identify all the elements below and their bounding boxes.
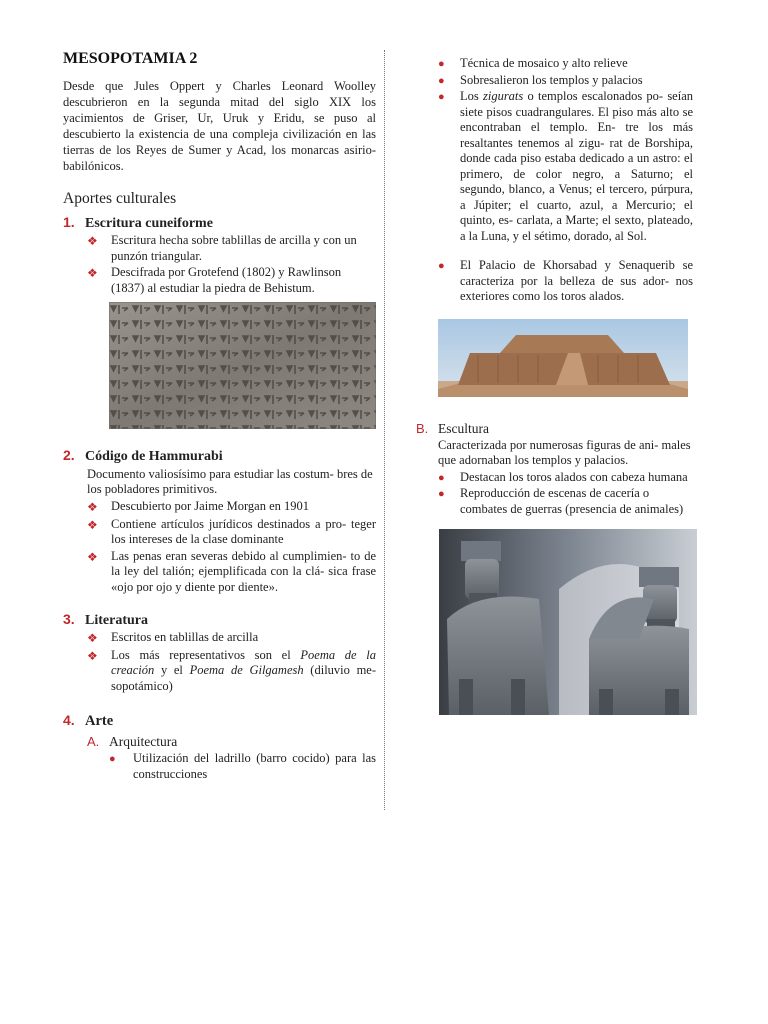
column-divider: [384, 50, 385, 810]
left-column: [63, 50, 376, 783]
section-title: Escritura cuneiforme: [85, 216, 213, 231]
arquitectura-heading: [87, 734, 376, 750]
diamond-bullet-icon: ❖: [87, 234, 98, 248]
intro-paragraph: Desde que Jules Oppert y Charles Leonard Woolley descubrieron en la segunda mitad del siglo XIX los yacimientos de Griser, Ur, Uruk y Eridu, se puso al descubierto la existencia de una compleja civilización en las tierras de los Reyes de Sumer y Acad, los monarcas asirio-babilónicos.: [63, 79, 376, 173]
winged-bulls-image: [439, 529, 697, 715]
arquitectura-list-left: [109, 751, 376, 782]
red-dot-icon: ●: [438, 58, 445, 70]
section-number: 2.: [63, 447, 75, 463]
ziggurat-image: [438, 319, 688, 397]
list-item: ❖ Descubierto por Jaime Morgan en 1901: [87, 499, 309, 514]
escultura-block: [416, 420, 693, 518]
list-item: ❖ Descifrada por Grotefend (1802) y Rawlinson (1837) al estudiar la piedra de Behistum.: [87, 265, 342, 295]
section-title: Código de Hammurabi: [85, 449, 223, 464]
list-item: ❖ Las penas eran severas debido al cumplimien- to de la ley del talión; ejemplificada con la clá- sica frase «ojo por ojo y diente por diente».: [87, 548, 376, 594]
subsection-letter: B.: [416, 420, 429, 436]
section-escritura-heading: [63, 214, 376, 232]
section-title: Arte: [85, 713, 114, 729]
diamond-bullet-icon: ❖: [87, 517, 98, 532]
red-dot-icon: ●: [438, 471, 445, 484]
diamond-bullet-icon: ❖: [87, 631, 98, 645]
arquitectura-list-right: [438, 56, 693, 305]
red-dot-icon: ●: [109, 753, 116, 765]
red-dot-icon: ●: [438, 74, 445, 87]
diamond-bullet-icon: ❖: [87, 549, 98, 564]
page-title: MESOPOTAMIA 2: [63, 50, 198, 67]
literatura-list: [87, 630, 376, 694]
diamond-bullet-icon: ❖: [87, 648, 98, 663]
list-item: ● Sobresalieron los templos y palacios: [438, 73, 693, 90]
subsection-title: Escultura: [438, 420, 489, 436]
cuneiform-tablet-image: [109, 302, 376, 429]
diamond-bullet-icon: ❖: [87, 266, 98, 280]
list-item: ● Los zigurats o templos escalonados po- seían siete pisos cuadrangulares. El piso más alto se encontraban el templo. En- tre los más resaltantes tenemos al zigu- rat de Borshipa, donde cada piso estaba dedicado a un astro: el primero, de color negro, a Saturno; el segundo, blanco, a Venus; el tercero, púrpura, a Júpiter; el cuarto, azul, a Mercurio; el quinto, es- carlata, a Marte; el sexto, plateado, a la Luna, y el sétimo, dorado, al Sol.: [438, 89, 693, 243]
red-dot-icon: ●: [438, 91, 445, 103]
list-item: ● Reproducción de escenas de cacería o combates de guerras (presencia de animales): [438, 486, 684, 516]
aportes-heading: Aportes culturales: [63, 190, 177, 207]
section-number: 1.: [63, 214, 75, 230]
diamond-bullet-icon: ❖: [87, 500, 98, 514]
section-title: Literatura: [85, 613, 148, 628]
list-item: ● Técnica de mosaico y alto relieve: [438, 56, 693, 73]
section-number: 4.: [63, 712, 75, 728]
hammurabi-list: [87, 499, 376, 595]
section-arte-heading: [63, 712, 376, 730]
escultura-list: [438, 470, 693, 518]
right-column: [416, 56, 693, 715]
section-number: 3.: [63, 611, 75, 627]
list-item: ❖ Contiene artículos jurídicos destinados a pro- teger los intereses de la clase dominante: [87, 516, 376, 546]
subsection-title: Arquitectura: [109, 734, 178, 749]
section-hammurabi-heading: [63, 447, 376, 465]
list-item: ❖ Los más representativos son el Poema de la creación y el Poema de Gilgamesh (diluvio me- sopotámico): [87, 647, 377, 693]
escultura-description: Caracterizada por numerosas figuras de ani- males que adornaban los templos y palacios.: [438, 437, 691, 467]
list-item: ● El Palacio de Khorsabad y Senaquerib se caracteriza por la belleza de sus ador- nos exteriores como los toros alados.: [438, 258, 693, 303]
list-item: ● Utilización del ladrillo (barro cocido) para las construcciones: [109, 751, 376, 781]
red-dot-icon: ●: [438, 260, 445, 272]
escritura-list: [87, 233, 376, 296]
section-literatura-heading: [63, 611, 376, 629]
list-item: ❖ Escritos en tablillas de arcilla: [87, 630, 259, 645]
red-dot-icon: ●: [438, 488, 445, 500]
list-item: ❖ Escritura hecha sobre tablillas de arcilla y con un punzón triangular.: [87, 233, 357, 263]
escultura-heading: [416, 420, 693, 437]
hammurabi-description: Documento valiosísimo para estudiar las costum- bres de los pobladores primitivos.: [87, 467, 373, 496]
subsection-letter: A.: [87, 734, 100, 749]
list-item: ● Destacan los toros alados con cabeza humana: [438, 470, 693, 487]
